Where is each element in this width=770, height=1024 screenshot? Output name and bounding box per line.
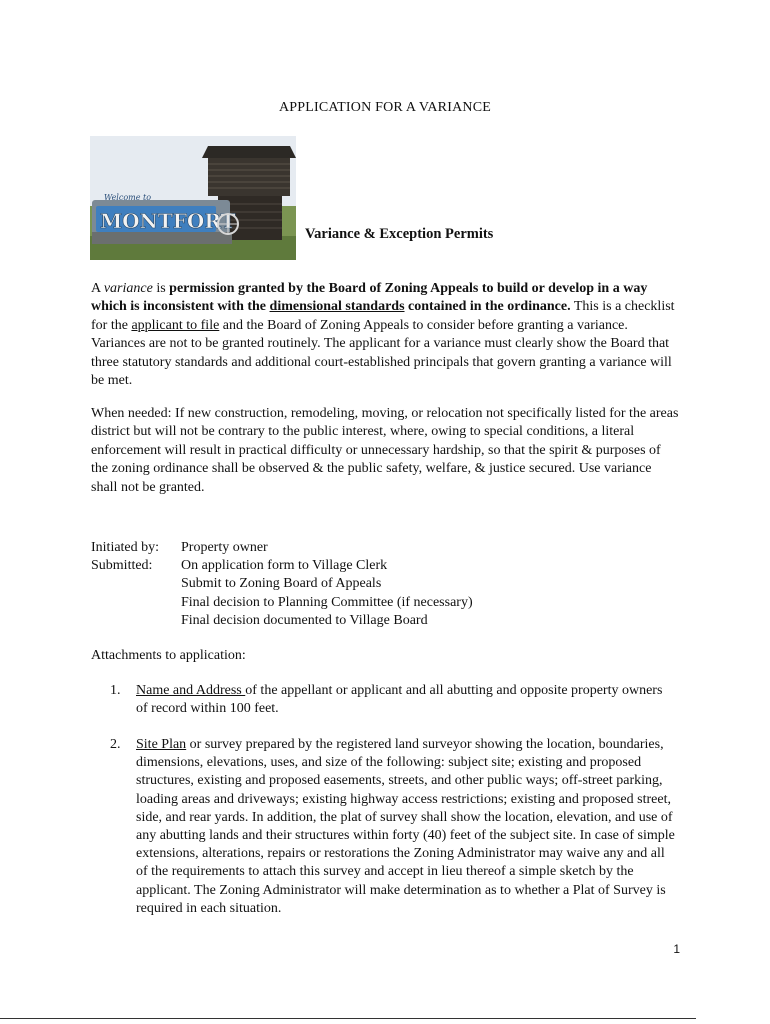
montfort-logo-image (90, 136, 296, 260)
document-title: APPLICATION FOR A VARIANCE (278, 100, 491, 115)
when-needed-paragraph: When needed: If new construction, remodeling, moving, or relocation not specifically listed for the areas district but will not be contrary to the public interest, where, owing to special conditions, a literal enforcement will result in practical difficulty or unnecessary hardship, so that the spirit & purposes of the zoning ordinance shall be observed & the public safety, welfare, & justice secured. Use variance shall not be granted. (91, 406, 679, 495)
initiated-by-label: Initiated by: (91, 540, 160, 555)
submitted-line: Final decision documented to Village Board (181, 612, 428, 628)
montfort-sign-picture (90, 136, 296, 260)
page-number: 1 (673, 942, 680, 956)
submitted-line: Final decision to Planning Committee (if necessary) (181, 594, 473, 610)
submitted-label: Submitted: (91, 558, 153, 574)
initiated-by-value: Property owner (181, 540, 268, 555)
logo-welcome-text: Welcome to (104, 193, 152, 202)
process-info-block (91, 539, 473, 630)
attachment-item-site-plan: 2. Site Plan or survey prepared by the registered land surveyor showing the location, boundaries, dimensions, elevations, uses, and size of the following: subject site; existing and proposed structures, existing and proposed easements, streets, and other public ways; off-street parking, loading areas and driveways; existing highway access restrictions; existing and proposed street, side, and rear yards. In addition, the plat of survey shall show the location, elevation, and use of any abutting lands and their structures within forty (40) feet of the subject site. In case of simple extensions, alterations, repairs or restorations the Zoning Administrator may waive any and all of the requirements to attach this survey and accept in lieu thereof a simple sketch by the applicant. The Zoning Administrator will make determination as to whether a Plat of Survey is required in each situation. (110, 737, 675, 916)
attachment-item-name-address: 1. Name and Address of the appellant or applicant and all abutting and opposite property owners of record within 100 feet. (110, 683, 663, 717)
page-bottom-divider (0, 1018, 696, 1019)
submitted-line: On application form to Village Clerk (181, 558, 388, 574)
logo-town-name: MONTFORT (100, 209, 236, 233)
attachments-heading: Attachments to application: (91, 648, 246, 663)
variance-definition-paragraph: A variance is permission granted by the Board of Zoning Appeals to build or develop in a way which is inconsistent with the dimensional standards contained in the ordinance. This is a checklist for the applicant to file and the Board of Zoning Appeals to consider before granting a variance. Variances are not to be granted routinely. The applicant for a variance must clearly show the Board that three statutory standards and additional court-established principals that govern granting a variance will be met. (91, 281, 675, 389)
submitted-line: Submit to Zoning Board of Appeals (181, 576, 382, 592)
document-subtitle: Variance & Exception Permits (305, 226, 494, 242)
